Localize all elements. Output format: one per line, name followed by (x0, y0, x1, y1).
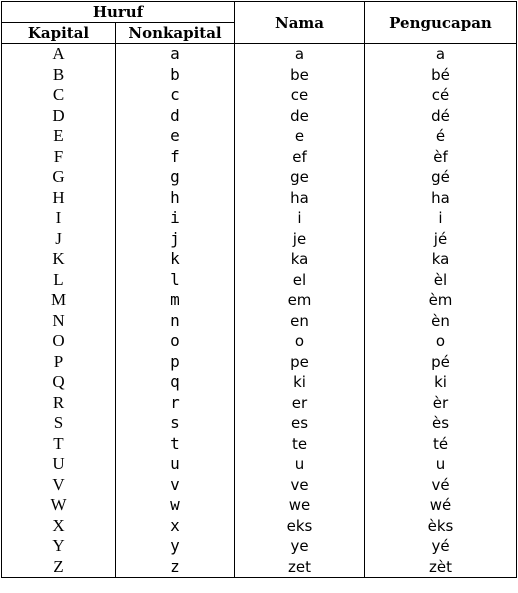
cell-nonkapital: c (116, 85, 235, 106)
cell-nama: er (235, 393, 365, 414)
cell-nonkapital: j (116, 229, 235, 250)
cell-pengucapan: ha (365, 188, 517, 209)
cell-nama: pe (235, 352, 365, 373)
cell-kapital: J (2, 229, 116, 250)
cell-nonkapital: o (116, 331, 235, 352)
table-row (2, 167, 517, 188)
cell-pengucapan: ka (365, 249, 517, 270)
cell-pengucapan: ès (365, 413, 517, 434)
cell-pengucapan: pé (365, 352, 517, 373)
cell-pengucapan: gé (365, 167, 517, 188)
table-row (2, 434, 517, 455)
cell-pengucapan: cé (365, 85, 517, 106)
cell-nonkapital: d (116, 106, 235, 127)
table-header (2, 2, 517, 44)
cell-pengucapan: a (365, 44, 517, 65)
table-row (2, 311, 517, 332)
table-row (2, 229, 517, 250)
cell-pengucapan: èks (365, 516, 517, 537)
cell-nonkapital: k (116, 249, 235, 270)
cell-nonkapital: z (116, 557, 235, 578)
cell-nama: ef (235, 147, 365, 168)
cell-kapital: V (2, 475, 116, 496)
cell-pengucapan: bé (365, 65, 517, 86)
cell-nama: be (235, 65, 365, 86)
cell-pengucapan: ki (365, 372, 517, 393)
table-body (2, 44, 517, 578)
cell-pengucapan: èm (365, 290, 517, 311)
table-row (2, 393, 517, 414)
cell-kapital: Z (2, 557, 116, 578)
cell-kapital: Q (2, 372, 116, 393)
header-huruf: Huruf (2, 2, 235, 23)
cell-pengucapan: èn (365, 311, 517, 332)
cell-pengucapan: té (365, 434, 517, 455)
cell-nama: i (235, 208, 365, 229)
cell-kapital: R (2, 393, 116, 414)
cell-nama: ha (235, 188, 365, 209)
cell-nama: ge (235, 167, 365, 188)
table-row (2, 454, 517, 475)
cell-nonkapital: i (116, 208, 235, 229)
table-row (2, 516, 517, 537)
cell-pengucapan: zèt (365, 557, 517, 578)
cell-nonkapital: m (116, 290, 235, 311)
cell-pengucapan: u (365, 454, 517, 475)
cell-nonkapital: a (116, 44, 235, 65)
cell-nonkapital: p (116, 352, 235, 373)
cell-kapital: A (2, 44, 116, 65)
cell-nonkapital: t (116, 434, 235, 455)
cell-nonkapital: x (116, 516, 235, 537)
cell-nama: a (235, 44, 365, 65)
cell-pengucapan: yé (365, 536, 517, 557)
cell-kapital: B (2, 65, 116, 86)
header-pengucapan: Pengucapan (365, 2, 517, 44)
table-row (2, 331, 517, 352)
cell-nama: e (235, 126, 365, 147)
cell-pengucapan: èl (365, 270, 517, 291)
cell-nama: ye (235, 536, 365, 557)
cell-pengucapan: èr (365, 393, 517, 414)
cell-nama: en (235, 311, 365, 332)
header-nonkapital: Nonkapital (116, 23, 235, 44)
cell-nama: ki (235, 372, 365, 393)
cell-nonkapital: v (116, 475, 235, 496)
cell-kapital: E (2, 126, 116, 147)
cell-kapital: K (2, 249, 116, 270)
table-row (2, 475, 517, 496)
cell-kapital: C (2, 85, 116, 106)
cell-nonkapital: f (116, 147, 235, 168)
cell-kapital: P (2, 352, 116, 373)
cell-kapital: O (2, 331, 116, 352)
cell-nonkapital: s (116, 413, 235, 434)
table-row (2, 290, 517, 311)
table-row (2, 65, 517, 86)
cell-nonkapital: l (116, 270, 235, 291)
cell-nonkapital: e (116, 126, 235, 147)
cell-kapital: L (2, 270, 116, 291)
cell-nonkapital: y (116, 536, 235, 557)
cell-nonkapital: g (116, 167, 235, 188)
table-row (2, 352, 517, 373)
cell-kapital: Y (2, 536, 116, 557)
cell-kapital: F (2, 147, 116, 168)
cell-kapital: S (2, 413, 116, 434)
cell-nonkapital: r (116, 393, 235, 414)
table-row (2, 188, 517, 209)
table-row (2, 413, 517, 434)
cell-nama: je (235, 229, 365, 250)
cell-kapital: D (2, 106, 116, 127)
table-row (2, 106, 517, 127)
cell-nama: em (235, 290, 365, 311)
cell-nama: zet (235, 557, 365, 578)
cell-pengucapan: dé (365, 106, 517, 127)
header-kapital: Kapital (2, 23, 116, 44)
cell-nama: ve (235, 475, 365, 496)
table-row (2, 249, 517, 270)
cell-nama: el (235, 270, 365, 291)
cell-pengucapan: é (365, 126, 517, 147)
table-row (2, 85, 517, 106)
cell-pengucapan: o (365, 331, 517, 352)
cell-nama: te (235, 434, 365, 455)
table-row (2, 557, 517, 578)
cell-pengucapan: i (365, 208, 517, 229)
cell-nama: de (235, 106, 365, 127)
table-row (2, 372, 517, 393)
table-row (2, 536, 517, 557)
cell-nama: o (235, 331, 365, 352)
cell-kapital: T (2, 434, 116, 455)
cell-pengucapan: wé (365, 495, 517, 516)
cell-kapital: W (2, 495, 116, 516)
cell-pengucapan: vé (365, 475, 517, 496)
cell-nama: ka (235, 249, 365, 270)
cell-kapital: H (2, 188, 116, 209)
alphabet-table (1, 1, 517, 578)
cell-pengucapan: jé (365, 229, 517, 250)
cell-nonkapital: q (116, 372, 235, 393)
cell-pengucapan: èf (365, 147, 517, 168)
cell-kapital: X (2, 516, 116, 537)
cell-nonkapital: n (116, 311, 235, 332)
cell-nonkapital: u (116, 454, 235, 475)
cell-nonkapital: h (116, 188, 235, 209)
table-row (2, 147, 517, 168)
cell-nama: we (235, 495, 365, 516)
cell-nama: es (235, 413, 365, 434)
table-row (2, 270, 517, 291)
cell-nama: eks (235, 516, 365, 537)
table-row (2, 495, 517, 516)
cell-nonkapital: w (116, 495, 235, 516)
cell-nonkapital: b (116, 65, 235, 86)
table-row (2, 126, 517, 147)
table-row (2, 208, 517, 229)
header-nama: Nama (235, 2, 365, 44)
cell-kapital: U (2, 454, 116, 475)
cell-nama: ce (235, 85, 365, 106)
table-row (2, 44, 517, 65)
cell-kapital: M (2, 290, 116, 311)
cell-kapital: I (2, 208, 116, 229)
cell-kapital: N (2, 311, 116, 332)
cell-nama: u (235, 454, 365, 475)
cell-kapital: G (2, 167, 116, 188)
